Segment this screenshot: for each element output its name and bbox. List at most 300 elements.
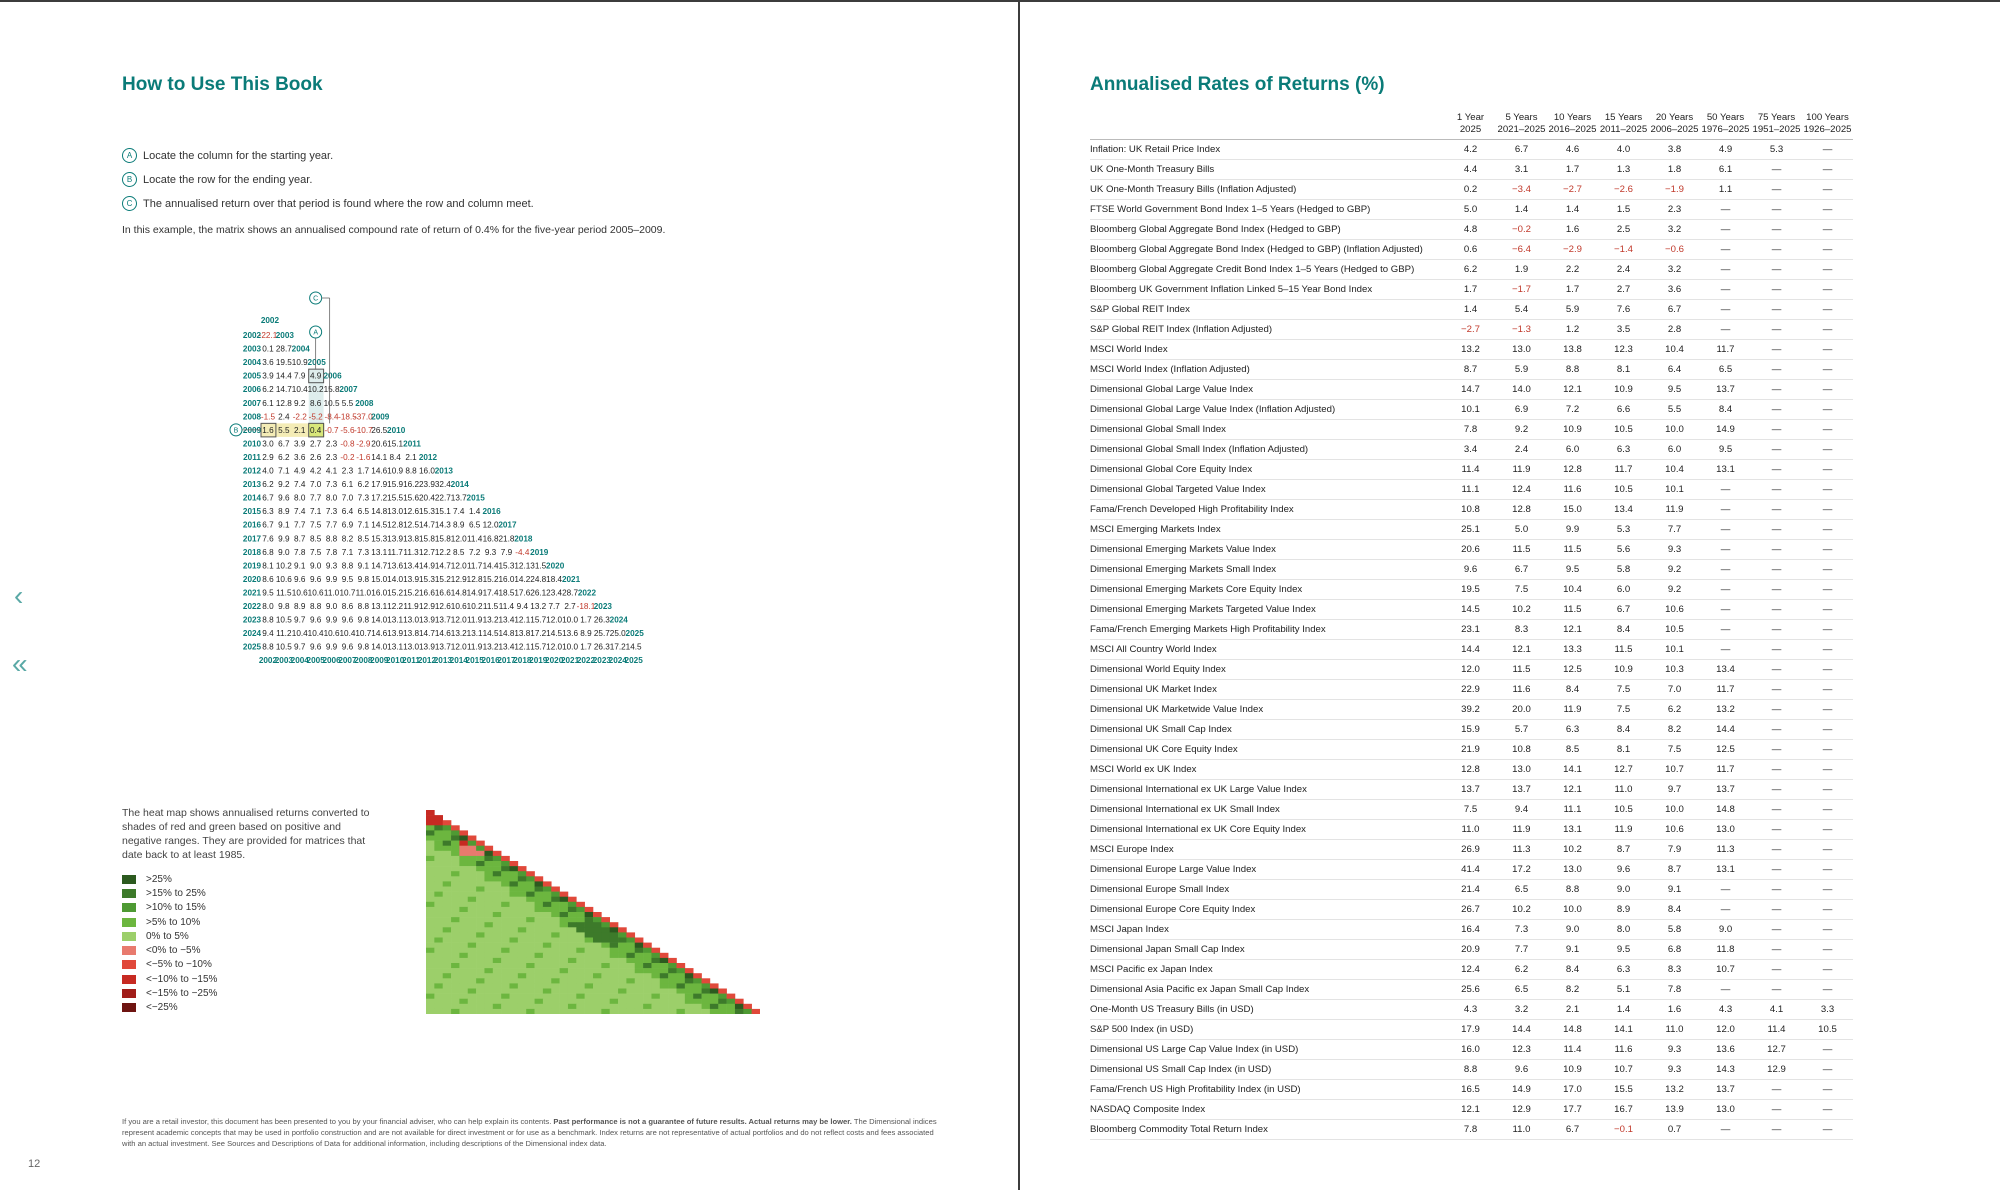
matrix-cell: 14.6 [434, 629, 451, 639]
matrix-cell: 20.6 [371, 439, 388, 449]
index-name: Fama/French Developed High Profitability Index [1090, 500, 1445, 520]
heatmap-cell [560, 948, 569, 953]
matrix-cell: 7.1 [309, 507, 322, 517]
heatmap-cell [560, 1004, 569, 1009]
matrix-cell: 14.9 [418, 561, 435, 571]
table-row [1090, 920, 1853, 940]
heatmap-cell [518, 871, 527, 876]
heatmap-cell [660, 989, 669, 994]
return-value: 13.0 [1700, 820, 1751, 840]
heatmap-cell [443, 932, 452, 937]
heatmap-cell [443, 1009, 452, 1014]
matrix-cell: 28.7 [562, 588, 579, 598]
matrix-cell: 12.1 [514, 642, 531, 652]
heatmap-cell [518, 963, 527, 968]
heatmap-cell [476, 841, 485, 846]
matrix-cell: 7.0 [341, 493, 354, 503]
heatmap-cell [685, 1004, 694, 1009]
matrix-cell: 15.7 [530, 615, 547, 625]
matrix-cell: -18.5 [338, 412, 357, 422]
heatmap-cell [677, 968, 686, 973]
heatmap-cell [668, 978, 677, 983]
heatmap-cell [443, 912, 452, 917]
index-name: Dimensional World Equity Index [1090, 660, 1445, 680]
matrix-cell: 10.6 [323, 629, 340, 639]
first-page-button[interactable] [12, 648, 28, 680]
heatmap-cell [610, 938, 619, 943]
return-value: 10.0 [1649, 800, 1700, 820]
heatmap-cell [434, 978, 443, 983]
heatmap-cell [660, 994, 669, 999]
return-value: — [1700, 1120, 1751, 1140]
return-value: 9.3 [1649, 1040, 1700, 1060]
heatmap-cell [451, 871, 460, 876]
return-value: 1.1 [1700, 180, 1751, 200]
return-value: 9.3 [1649, 1060, 1700, 1080]
matrix-cell: 8.5 [357, 534, 370, 544]
heatmap-cell [501, 871, 510, 876]
return-value: 8.7 [1445, 360, 1496, 380]
heatmap-cell [593, 989, 602, 994]
return-value: 9.5 [1649, 380, 1700, 400]
heatmap-cell [451, 932, 460, 937]
heatmap-cell [426, 958, 435, 963]
matrix-cell: 8.9 [278, 507, 290, 517]
heatmap-cell [510, 881, 519, 886]
heatmap-cell [535, 1009, 544, 1014]
return-value: 1.8 [1649, 160, 1700, 180]
return-value: — [1802, 1060, 1853, 1080]
matrix-cell: 12.0 [546, 642, 563, 652]
heatmap-cell [426, 815, 435, 820]
return-value: 9.6 [1496, 1060, 1547, 1080]
heatmap-cell [443, 943, 452, 948]
matrix-cell: 13.9 [387, 534, 404, 544]
return-value: — [1802, 520, 1853, 540]
heatmap-cell [660, 999, 669, 1004]
heatmap-cell [560, 989, 569, 994]
return-value: 13.7 [1445, 780, 1496, 800]
heatmap-cell [468, 999, 477, 1004]
heatmap-cell [434, 917, 443, 922]
matrix-cell: 9.0 [325, 602, 338, 611]
return-value: — [1802, 880, 1853, 900]
return-value: — [1751, 320, 1802, 340]
heatmap-cell [459, 994, 468, 999]
heatmap-cell [585, 963, 594, 968]
heatmap-cell [468, 922, 477, 927]
return-value: 7.2 [1547, 400, 1598, 420]
return-value: 10.2 [1496, 900, 1547, 920]
heatmap-cell [618, 948, 627, 953]
matrix-cell: 12.1 [514, 561, 531, 571]
return-value: 6.2 [1445, 260, 1496, 280]
return-value: — [1700, 880, 1751, 900]
matrix-column-year: 2023 [593, 602, 612, 611]
heatmap-cell [576, 963, 585, 968]
heatmap-cell [451, 999, 460, 1004]
heatmap-cell [510, 1009, 519, 1014]
heatmap-cell [543, 907, 552, 912]
heatmap-cell [493, 866, 502, 871]
heatmap-cell [593, 1004, 602, 1009]
matrix-column-year: 2025 [624, 656, 643, 666]
matrix-cell: 14.8 [450, 588, 467, 598]
heatmap-cell [468, 943, 477, 948]
matrix-cell: 9.6 [278, 493, 290, 503]
return-value: — [1802, 400, 1853, 420]
heatmap-cell [459, 851, 468, 856]
matrix-cell: 17.2 [530, 629, 547, 639]
heatmap-cell [468, 912, 477, 917]
return-value: 11.9 [1496, 820, 1547, 840]
heatmap-cell [468, 994, 477, 999]
heatmap-cell [543, 983, 552, 988]
matrix-cell: 8.2 [341, 534, 354, 544]
heatmap-cell [610, 948, 619, 953]
heatmap-cell [468, 983, 477, 988]
return-value: 4.6 [1547, 140, 1598, 160]
heatmap-cell [560, 958, 569, 963]
heatmap-cell [501, 897, 510, 902]
heatmap-cell [576, 958, 585, 963]
heatmap-cell [526, 922, 535, 927]
heatmap-cell [510, 876, 519, 881]
heatmap-cell [426, 953, 435, 958]
index-name: Dimensional Europe Small Index [1090, 880, 1445, 900]
heatmap-cell [501, 1004, 510, 1009]
matrix-cell: 2.3 [325, 439, 338, 449]
matrix-cell: 12.8 [387, 520, 404, 530]
heatmap-cell [518, 943, 527, 948]
heatmap-cell [576, 938, 585, 943]
heatmap-cell [568, 973, 577, 978]
heatmap-cell [601, 917, 610, 922]
return-value: — [1700, 620, 1751, 640]
heatmap-cell [593, 999, 602, 1004]
heatmap-cell [510, 912, 519, 917]
matrix-cell: 8.9 [580, 629, 592, 639]
prev-page-button[interactable] [14, 580, 23, 612]
heatmap-cell [501, 866, 510, 871]
heatmap-cell [551, 989, 560, 994]
return-value: 17.7 [1547, 1100, 1598, 1120]
matrix-cell: 16.6 [434, 588, 451, 598]
column-years: 2021–2025 [1497, 124, 1546, 135]
return-value: — [1751, 200, 1802, 220]
heatmap-cell [459, 866, 468, 871]
heatmap-cell [626, 932, 635, 937]
heatmap-cell [535, 973, 544, 978]
heatmap-cell [593, 978, 602, 983]
heatmap-cell [443, 871, 452, 876]
return-value: 6.6 [1598, 400, 1649, 420]
return-value: — [1751, 840, 1802, 860]
heatmap-cell [560, 943, 569, 948]
heatmap-cell [535, 938, 544, 943]
heatmap-cell [635, 943, 644, 948]
heatmap-cell [484, 871, 493, 876]
heatmap-cell [702, 1009, 711, 1014]
heatmap-cell [543, 912, 552, 917]
matrix-column-year: 2013 [433, 656, 452, 666]
matrix-cell: 13.1 [387, 642, 404, 652]
heatmap-cell [426, 830, 435, 835]
matrix-row-year: 2022 [242, 602, 262, 611]
table-row [1090, 260, 1853, 280]
matrix-cell: 1.7 [580, 642, 592, 652]
matrix-cell: 21.8 [498, 534, 515, 544]
return-value: 7.8 [1445, 420, 1496, 440]
heatmap-cell [493, 927, 502, 932]
matrix-cell: 13.9 [418, 615, 435, 625]
heatmap-cell [484, 922, 493, 927]
heatmap-cell [543, 932, 552, 937]
heatmap-description: The heat map shows annualised returns converted to shades of red and green based on positive and negative ranges. They are provided for matrices that date back to at least 1985. [122, 807, 370, 861]
return-value: 15.0 [1547, 500, 1598, 520]
matrix-column-year: 2005 [307, 358, 326, 368]
matrix-cell: 11.7 [466, 561, 483, 571]
return-value: 13.7 [1496, 780, 1547, 800]
return-value: 10.9 [1547, 1060, 1598, 1080]
return-value: 13.4 [1700, 660, 1751, 680]
heatmap-cell [643, 958, 652, 963]
heatmap-cell [702, 999, 711, 1004]
legend-swatch [122, 932, 136, 941]
matrix-cell: 10.6 [275, 574, 292, 584]
matrix-column-year: 2024 [608, 656, 627, 666]
heatmap-cell [468, 1004, 477, 1009]
matrix-cell: 14.5 [482, 629, 499, 639]
return-value: 14.9 [1700, 420, 1751, 440]
heatmap-cell [443, 994, 452, 999]
heatmap-cell [677, 963, 686, 968]
heatmap-cell [560, 897, 569, 902]
return-value: 4.0 [1598, 140, 1649, 160]
step-letter: B [122, 172, 137, 187]
return-value: 11.4 [1547, 1040, 1598, 1060]
matrix-cell: 7.3 [357, 547, 370, 557]
matrix-column-year: 2008 [354, 656, 373, 666]
heatmap-cell [459, 943, 468, 948]
return-value: — [1700, 900, 1751, 920]
matrix-cell: 14.8 [371, 507, 388, 517]
heatmap-cell [626, 978, 635, 983]
matrix-cell: 14.5 [625, 642, 642, 652]
heatmap-cell [551, 953, 560, 958]
heatmap-cell [501, 881, 510, 886]
heatmap-cell [593, 968, 602, 973]
heatmap-cell [476, 1009, 485, 1014]
heatmap-cell [459, 927, 468, 932]
return-value: −2.7 [1445, 320, 1496, 340]
matrix-cell: -8.4 [324, 412, 339, 422]
matrix-column-year: 2022 [576, 656, 596, 666]
heatmap-cell [518, 866, 527, 871]
matrix-cell: 11.9 [466, 615, 483, 625]
return-value: — [1802, 1080, 1853, 1100]
table-row [1090, 500, 1853, 520]
heatmap-cell [451, 922, 460, 927]
matrix-cell: 1.6 [262, 425, 274, 435]
index-name: UK One-Month Treasury Bills (Inflation Adjusted) [1090, 180, 1445, 200]
heatmap-cell [459, 1004, 468, 1009]
heatmap-cell [551, 897, 560, 902]
return-value: — [1700, 560, 1751, 580]
heatmap-cell [735, 999, 744, 1004]
heatmap-cell [501, 978, 510, 983]
return-value: — [1700, 600, 1751, 620]
matrix-cell: 9.7 [294, 615, 306, 625]
heatmap-cell [618, 963, 627, 968]
heatmap-cell [468, 963, 477, 968]
return-value: 3.8 [1649, 140, 1700, 160]
heatmap-cell [576, 994, 585, 999]
heatmap-cell [651, 989, 660, 994]
heatmap-cell [451, 841, 460, 846]
heatmap-cell [568, 902, 577, 907]
heatmap-cell [585, 953, 594, 958]
matrix-cell: 10.6 [307, 588, 324, 598]
matrix-cell: 4.1 [325, 466, 338, 476]
return-value: — [1802, 1040, 1853, 1060]
heatmap-cell [635, 978, 644, 983]
heatmap-cell [535, 994, 544, 999]
heatmap-cell [484, 943, 493, 948]
matrix-cell: 8.6 [309, 398, 322, 408]
heatmap-cell [510, 953, 519, 958]
heatmap-cell [426, 932, 435, 937]
heatmap-cell [476, 999, 485, 1004]
heatmap-cell [535, 927, 544, 932]
matrix-cell: -0.7 [324, 425, 339, 435]
return-value: 10.6 [1649, 600, 1700, 620]
heatmap-cell [510, 968, 519, 973]
matrix-column-year: 2008 [355, 398, 374, 408]
return-value: 9.7 [1649, 780, 1700, 800]
matrix-cell: 13.0 [403, 642, 420, 652]
matrix-cell: 16.0 [371, 588, 388, 598]
matrix-cell: 7.3 [357, 493, 370, 503]
heatmap-cell [535, 953, 544, 958]
matrix-cell: 11.9 [403, 602, 419, 611]
heatmap-cell [593, 958, 602, 963]
heatmap-cell [501, 927, 510, 932]
heatmap-cell [568, 1004, 577, 1009]
return-value: 9.1 [1649, 880, 1700, 900]
heatmap-cell [551, 938, 560, 943]
heatmap-cell [493, 917, 502, 922]
heatmap-cell [635, 983, 644, 988]
return-value: — [1751, 660, 1802, 680]
matrix-cell: 26.5 [371, 425, 388, 435]
heatmap-cell [476, 897, 485, 902]
matrix-row-year: 2008 [242, 412, 262, 422]
return-value: 10.1 [1649, 640, 1700, 660]
matrix-cell: 13.0 [403, 615, 420, 625]
return-value: 11.5 [1598, 640, 1649, 660]
heatmap-cell [526, 917, 535, 922]
heatmap-cell [426, 999, 435, 1004]
heatmap-cell [484, 938, 493, 943]
index-name: Dimensional Global Small Index (Inflation Adjusted) [1090, 440, 1445, 460]
index-name: Dimensional Global Core Equity Index [1090, 460, 1445, 480]
return-value: 5.3 [1751, 140, 1802, 160]
return-value: 11.3 [1496, 840, 1547, 860]
return-value: 11.0 [1598, 780, 1649, 800]
heatmap-cell [493, 881, 502, 886]
heatmap-cell [576, 953, 585, 958]
heatmap-cell [443, 953, 452, 958]
matrix-column-year: 2022 [577, 588, 597, 598]
matrix-cell: 7.8 [325, 547, 338, 557]
return-value: — [1802, 700, 1853, 720]
heatmap-cell [618, 999, 627, 1004]
matrix-cell: 14.1 [371, 452, 388, 462]
return-value: — [1802, 340, 1853, 360]
heatmap-cell [518, 876, 527, 881]
heatmap-cell [501, 973, 510, 978]
heatmap-cell [551, 927, 560, 932]
heatmap-cell [493, 994, 502, 999]
matrix-cell: 15.5 [387, 493, 404, 503]
legend-item [122, 1001, 217, 1015]
matrix-column-year: 2014 [450, 480, 469, 490]
heatmap-cell [543, 922, 552, 927]
table-row [1090, 880, 1853, 900]
heatmap-cell [476, 958, 485, 963]
return-value: 13.4 [1598, 500, 1649, 520]
return-value: 8.4 [1547, 960, 1598, 980]
return-value: 2.5 [1598, 220, 1649, 240]
heatmap-cell [443, 846, 452, 851]
matrix-cell: 13.4 [498, 642, 515, 652]
heatmap-cell [493, 1004, 502, 1009]
heatmap-cell [468, 871, 477, 876]
heatmap-cell [510, 922, 519, 927]
matrix-cell: 12.8 [466, 574, 483, 584]
matrix-cell: 12.0 [450, 642, 467, 652]
index-name: FTSE World Government Bond Index 1–5 Years (Hedged to GBP) [1090, 200, 1445, 220]
return-value: 3.2 [1649, 220, 1700, 240]
column-period: 1 Year [1456, 112, 1485, 123]
heatmap-cell [451, 989, 460, 994]
index-name: Dimensional US Large Cap Value Index (in USD) [1090, 1040, 1445, 1060]
heatmap-cell [501, 999, 510, 1004]
heatmap-cell [585, 943, 594, 948]
index-name: Dimensional Europe Large Value Index [1090, 860, 1445, 880]
matrix-cell: 7.1 [357, 520, 370, 530]
heatmap-cell [585, 999, 594, 1004]
matrix-cell: 15.3 [498, 561, 515, 571]
heatmap-cell [601, 989, 610, 994]
heatmap-cell [451, 917, 460, 922]
heatmap-cell [543, 927, 552, 932]
matrix-cell: 1.7 [357, 466, 370, 476]
page-title: How to Use This Book [122, 74, 323, 95]
matrix-cell: 9.4 [262, 629, 274, 639]
return-value: — [1802, 840, 1853, 860]
return-value: 14.3 [1700, 1060, 1751, 1080]
return-value: — [1802, 980, 1853, 1000]
index-name: Inflation: UK Retail Price Index [1090, 140, 1445, 160]
heatmap-cell [443, 902, 452, 907]
matrix-cell: 9.3 [325, 561, 338, 571]
matrix-cell: 0.1 [262, 344, 274, 354]
matrix-cell: 13.2 [530, 602, 547, 611]
heatmap-cell [426, 871, 435, 876]
matrix-cell: 15.2 [482, 574, 499, 584]
